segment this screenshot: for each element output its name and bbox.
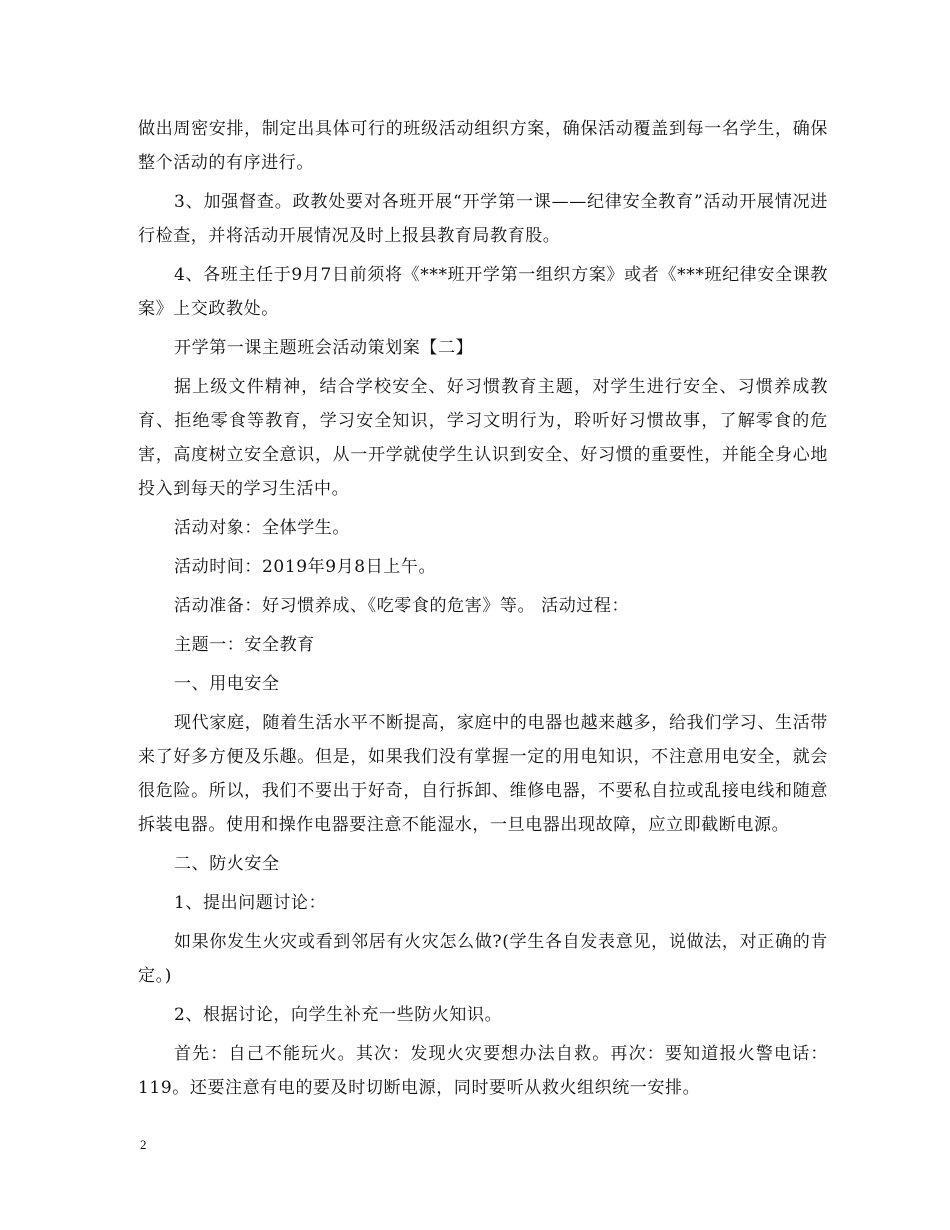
section-heading: 二、防火安全: [174, 854, 280, 874]
paragraph: 如果你发生火灾或看到邻居有火灾怎么做?(学生各自发表意见，说做法，对正确的肯定。): [138, 932, 828, 986]
paragraph: 活动对象：全体学生。: [174, 518, 350, 538]
section-heading: 开学第一课主题班会活动策划案【二】: [174, 338, 474, 358]
page-number: 2: [140, 1137, 147, 1152]
paragraph: 活动准备：好习惯养成、《吃零食的危害》等。 活动过程：: [174, 596, 630, 616]
paragraph: 活动时间：2019年9月8日上午。: [174, 557, 437, 577]
paragraph: 做出周密安排，制定出具体可行的班级活动组织方案，确保活动覆盖到每一名学生，确保整个活动的有序进行。: [138, 119, 828, 173]
paragraph: 首先：自己不能玩火。其次：发现火灾要想办法自救。再次：要知道报火警电话：119。还要注意有电的要及时切断电源，同时要听从救火组织统一安排。: [138, 1044, 828, 1098]
section-heading: 一、用电安全: [174, 674, 280, 694]
section-heading: 主题一：安全教育: [174, 635, 315, 655]
paragraph: 4、各班主任于9月7日前须将《***班开学第一组织方案》或者《***班纪律安全课教案》上交政教处。: [138, 265, 828, 319]
paragraph: 据上级文件精神，结合学校安全、好习惯教育主题，对学生进行安全、习惯养成教育、拒绝零食等教育，学习安全知识，学习文明行为，聆听好习惯故事，了解零食的危害，高度树立安全意识，从一开学就使学生认识到安全、好习惯的重要性，并能全身心地投入到每天的学习生活中。: [138, 377, 828, 499]
paragraph: 3、加强督查。政教处要对各班开展“开学第一课——纪律安全教育”活动开展情况进行检查，并将活动开展情况及时上报县教育局教育股。: [138, 192, 828, 246]
paragraph: 1、提出问题讨论：: [174, 893, 327, 913]
paragraph: 2、根据讨论，向学生补充一些防火知识。: [174, 1005, 503, 1025]
document-body: [138, 112, 828, 1110]
paragraph: 现代家庭，随着生活水平不断提高，家庭中的电器也越来越多，给我们学习、生活带来了好多方便及乐趣。但是，如果我们没有掌握一定的用电知识，不注意用电安全，就会很危险。所以，我们不要出于好奇，自行拆卸、维修电器，不要私自拉或乱接电线和随意拆装电器。使用和操作电器要注意不能湿水，一旦电器出现故障，应立即截断电源。: [138, 713, 828, 835]
